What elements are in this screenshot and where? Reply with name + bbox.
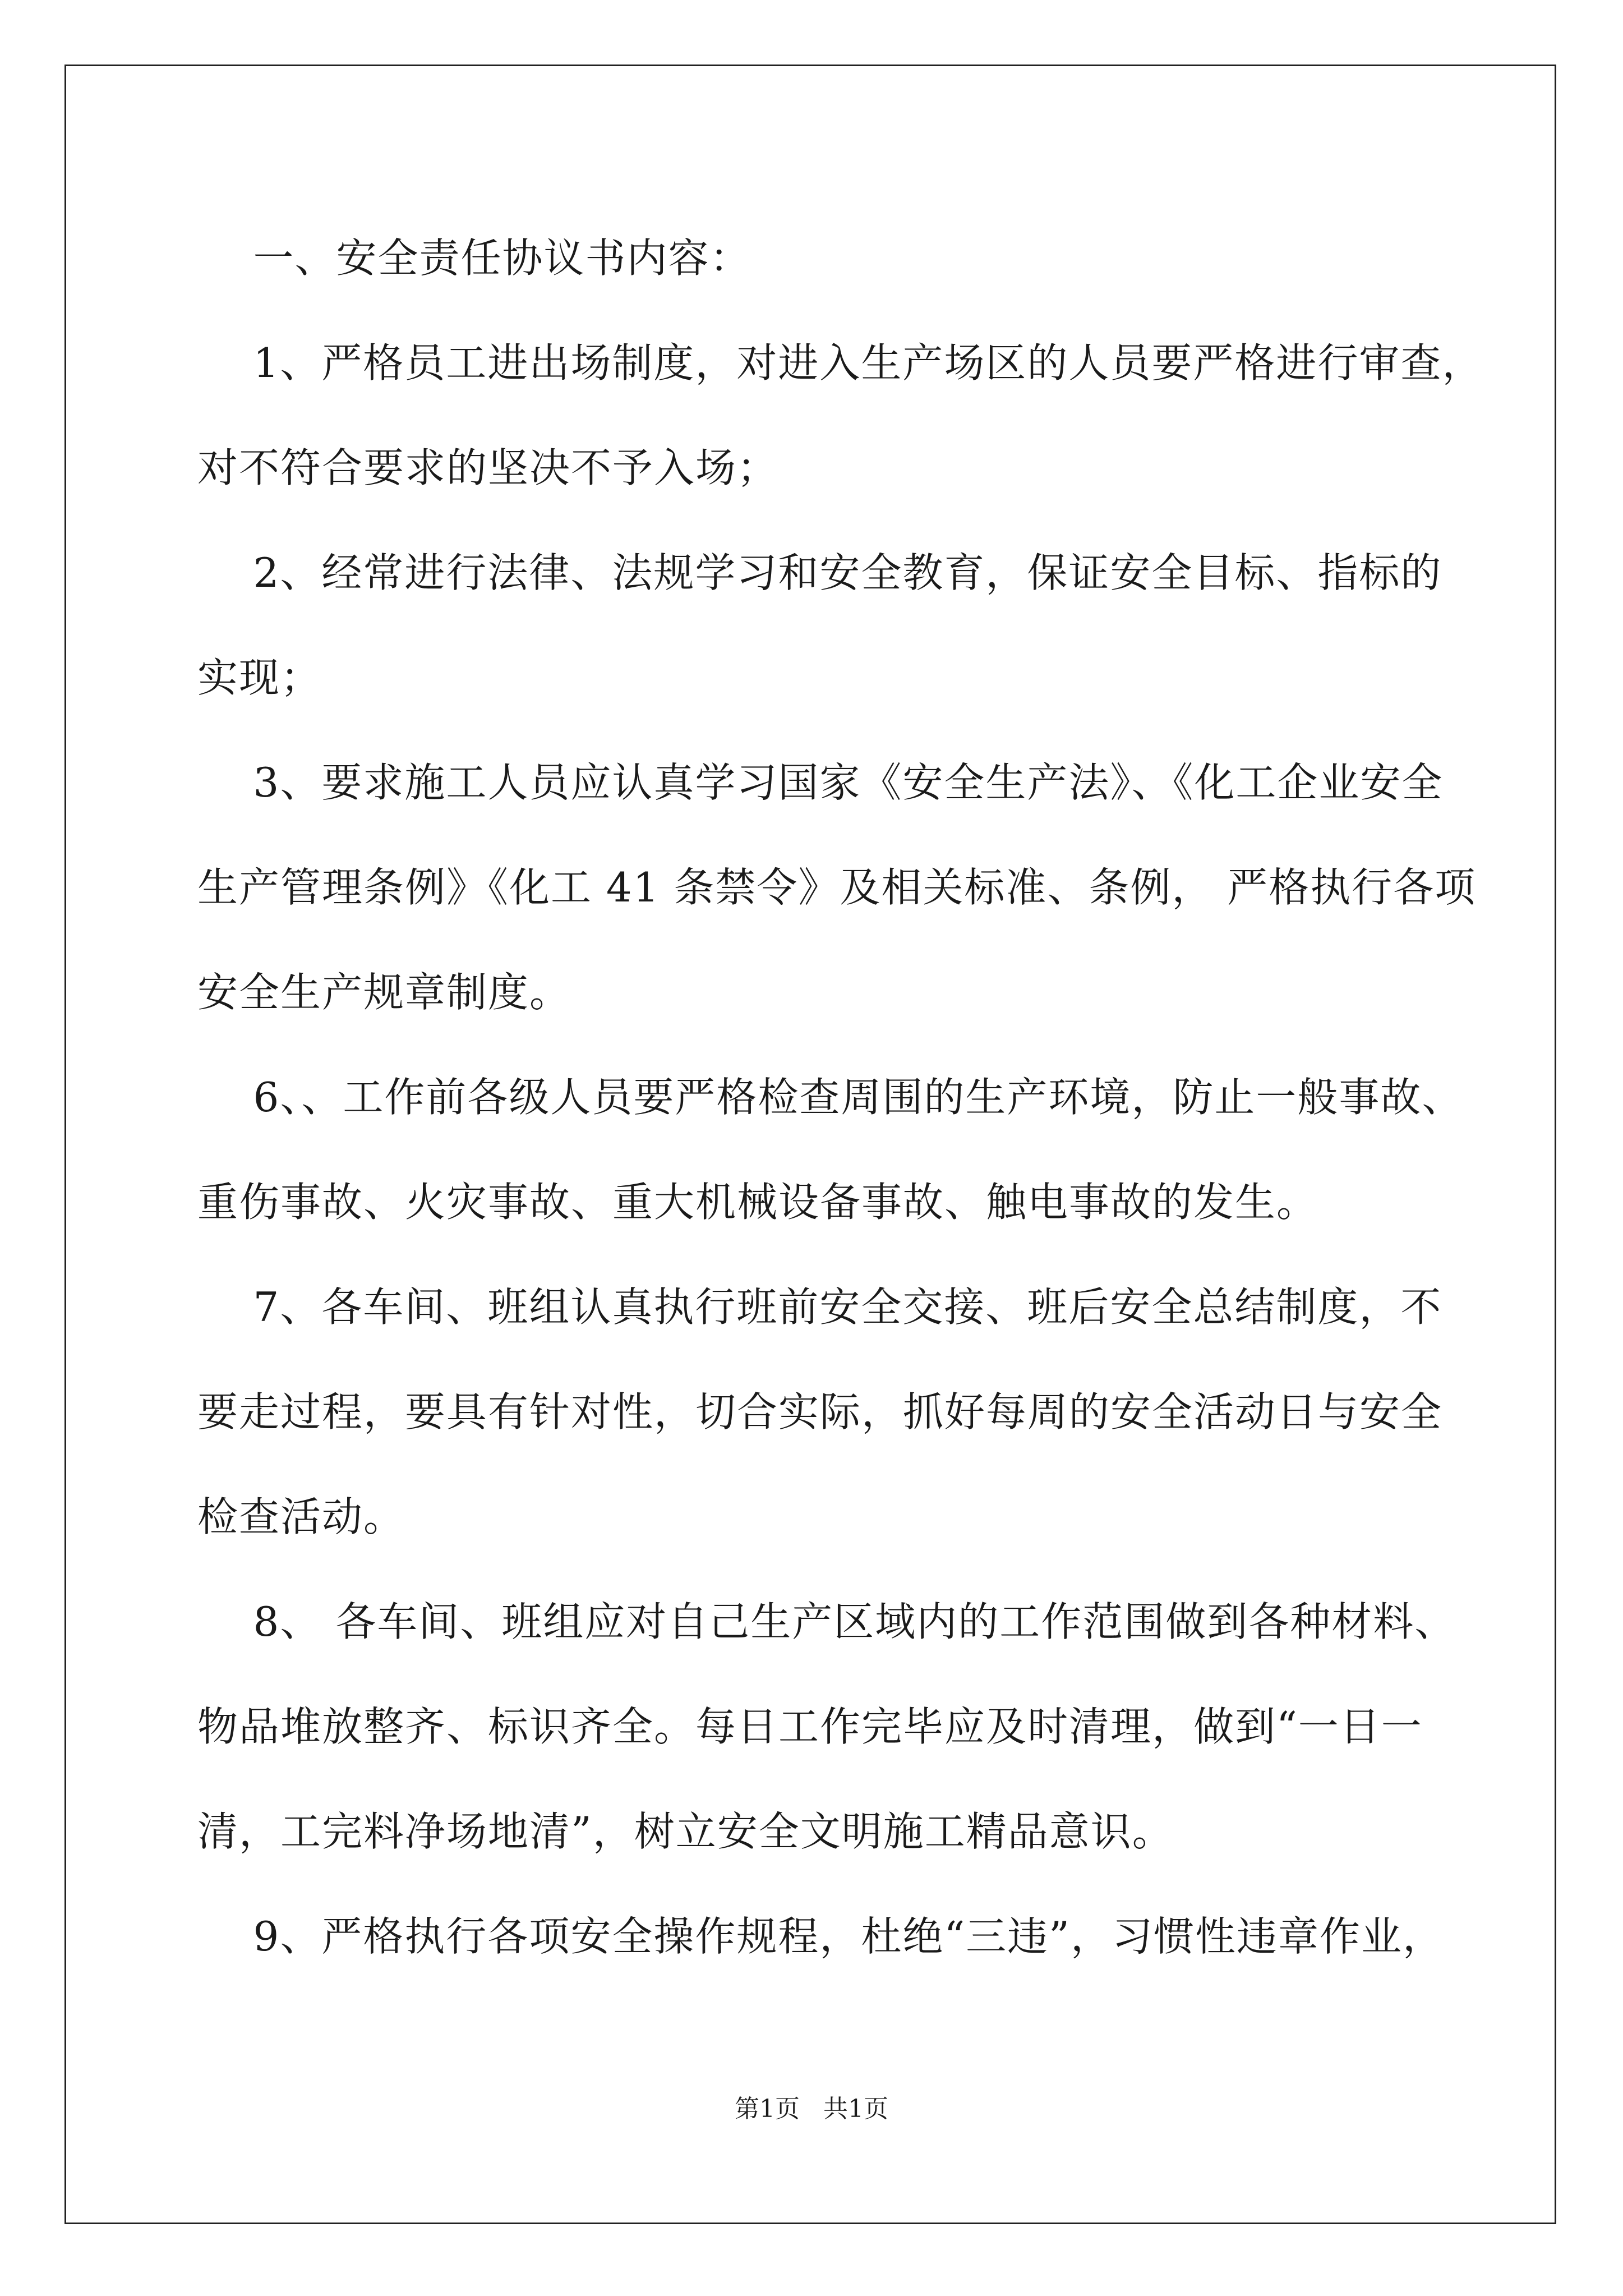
line-16: 清，工完料净场地清”，树立安全文明施工精品意识。	[197, 1808, 1174, 1855]
page-footer: 第1页 共1页	[735, 2095, 888, 2123]
line-6: 3、要求施工人员应认真学习国家《安全生产法》、《化工企业安全	[197, 759, 1444, 806]
line-8: 安全生产规章制度。	[197, 969, 571, 1016]
line-1: 一、安全责任协议书内容：	[197, 234, 751, 282]
line-9: 6、、工作前各级人员要严格检查周围的生产环境，防止一般事故、	[197, 1074, 1464, 1121]
line-10: 重伤事故、火灾事故、重大机械设备事故、触电事故的发生。	[197, 1179, 1318, 1226]
line-11: 7、各车间、班组认真执行班前安全交接、班后安全总结制度，不	[197, 1283, 1442, 1331]
line-15: 物品堆放整齐、标识齐全。每日工作完毕应及时清理，做到“一日一	[197, 1703, 1423, 1750]
line-4: 2、经常进行法律、法规学习和安全教育，保证安全目标、指标的	[197, 549, 1442, 596]
line-12: 要走过程，要具有针对性，切合实际，抓好每周的安全活动日与安全	[197, 1388, 1443, 1435]
line-13: 检查活动。	[197, 1493, 405, 1540]
line-14: 8、 各车间、班组应对自己生产区域内的工作范围做到各种材料、	[197, 1598, 1456, 1645]
line-2: 1、严格员工进出场制度，对进入生产场区的人员要严格进行审查，	[197, 339, 1484, 386]
line-17: 9、严格执行各项安全操作规程，杜绝“三违”，习惯性违章作业，	[197, 1913, 1444, 1960]
line-5: 实现；	[197, 654, 322, 701]
line-3: 对不符合要求的坚决不予入场；	[197, 444, 779, 491]
line-7: 生产管理条例》《化工 41 条禁令》及相关标准、条例， 严格执行各项	[197, 864, 1477, 911]
